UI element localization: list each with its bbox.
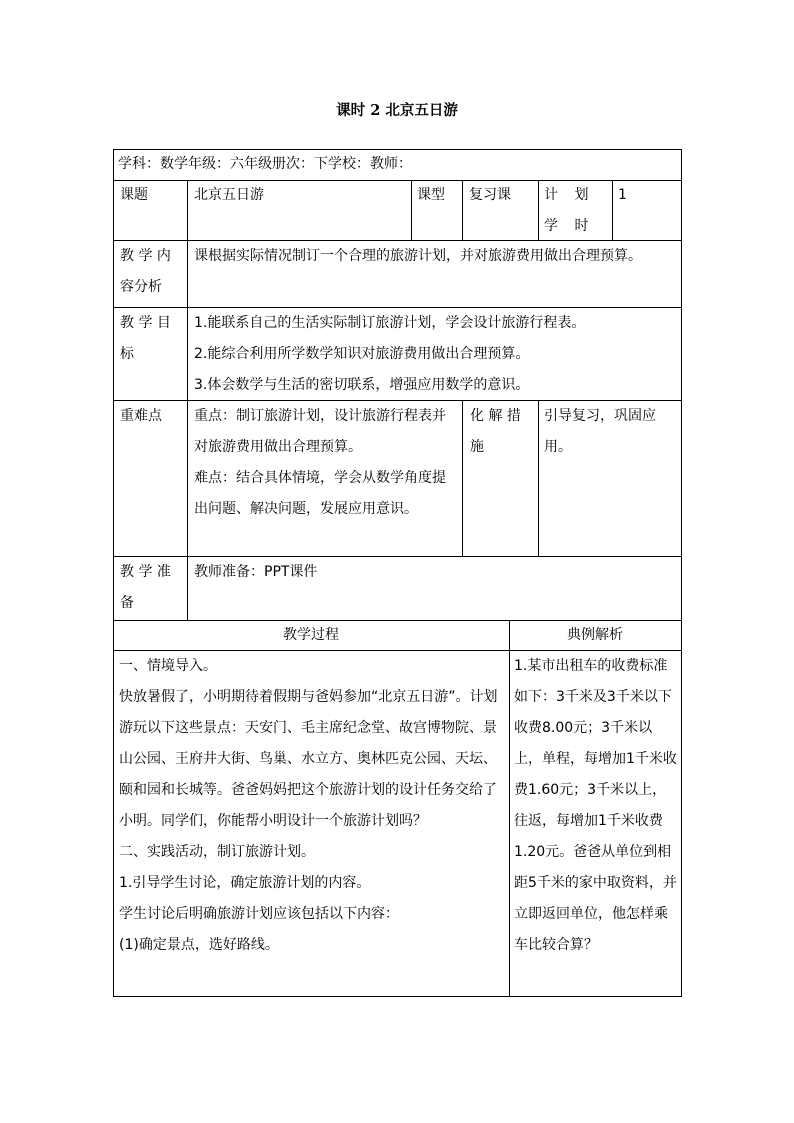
preparation-label: 教 学 准 备 [120,564,171,611]
example-header: 典例解析 [567,627,623,643]
objective-item: 2.能综合利用所学数学知识对旅游费用做出合理预算。 [194,346,530,362]
planned-hours-label: 计 划 学 时 [544,187,595,234]
table-rule [612,180,613,241]
planned-hours-value: 1 [618,187,627,203]
resolve-label: 化 解 措 施 [470,408,521,455]
topic-label: 课题 [120,187,148,203]
objective-item: 3.体会数学与生活的密切联系，增强应用数学的意识。 [194,377,530,393]
process-paragraph: 快放暑假了，小明期待着假期与爸妈参加“北京五日游”。计划游玩以下这些景点：天安门、毛主席纪念堂、故宫博物院、景山公园、王府井大街、鸟巢、水立方、奥林匹克公园、天坛、颐和园和长城等。爸爸妈妈把这个旅游计划的设计任务交给了小明。同学们，你能帮小明设计一个旅游计划吗？ [119,689,498,829]
table-rule [187,180,188,621]
process-paragraph: 二、实践活动，制订旅游计划。 [119,844,315,860]
process-paragraph: 一、情境导入。 [119,658,217,674]
content-analysis-value: 课根据实际情况制订一个合理的旅游计划，并对旅游费用做出合理预算。 [194,248,642,264]
lesson-type-label: 课型 [417,187,445,203]
topic-value: 北京五日游 [194,187,264,203]
objective-item: 1.能联系自己的生活实际制订旅游计划，学会设计旅游行程表。 [194,315,586,331]
table-rule [462,180,463,241]
process-paragraph: (1)确定景点，选好路线。 [119,937,279,953]
difficult-points: 难点：结合具体情境，学会从数学角度提出问题、解决问题，发展应用意识。 [194,470,446,517]
table-rule [113,996,682,997]
process-paragraph: 学生讨论后明确旅游计划应该包括以下内容： [119,906,399,922]
key-difficult-value [194,401,458,525]
table-rule [509,620,510,997]
process-header: 教学过程 [283,627,339,643]
table-rule [113,149,114,997]
table-rule [538,180,539,241]
key-points: 重点：制订旅游计划，设计旅游行程表并对旅游费用做出合理预算。 [194,408,446,455]
objectives-list [194,308,678,401]
process-paragraph: 1.引导学生讨论，确定旅游计划的内容。 [119,875,371,891]
key-difficult-label: 重难点 [120,408,162,424]
resolve-value: 引导复习，巩固应用。 [544,408,656,455]
page-title: 课时 2 北京五日游 [336,102,458,119]
example-body: 1.某市出租车的收费标准如下：3千米及3千米以下收费8.00元；3千米以上，单程，每增加1千米收费1.60元；3千米以上，往返，每增加1千米收费1.20元。爸爸从单位到相距5千米的家中取资料，并立即返回单位，他怎样乘车比较合算？ [514,658,677,953]
table-rule [411,180,412,241]
table-rule [681,149,682,997]
objectives-label: 教 学 目 标 [120,315,171,362]
header-info: 学科：数学年级：六年级册次：下学校：教师： [118,156,412,172]
process-body [119,651,504,961]
table-rule [462,400,463,557]
content-analysis-label: 教 学 内 容分析 [120,248,171,295]
preparation-value: 教师准备：PPT课件 [194,564,318,580]
lesson-type-value: 复习课 [469,187,511,203]
table-rule [538,400,539,557]
